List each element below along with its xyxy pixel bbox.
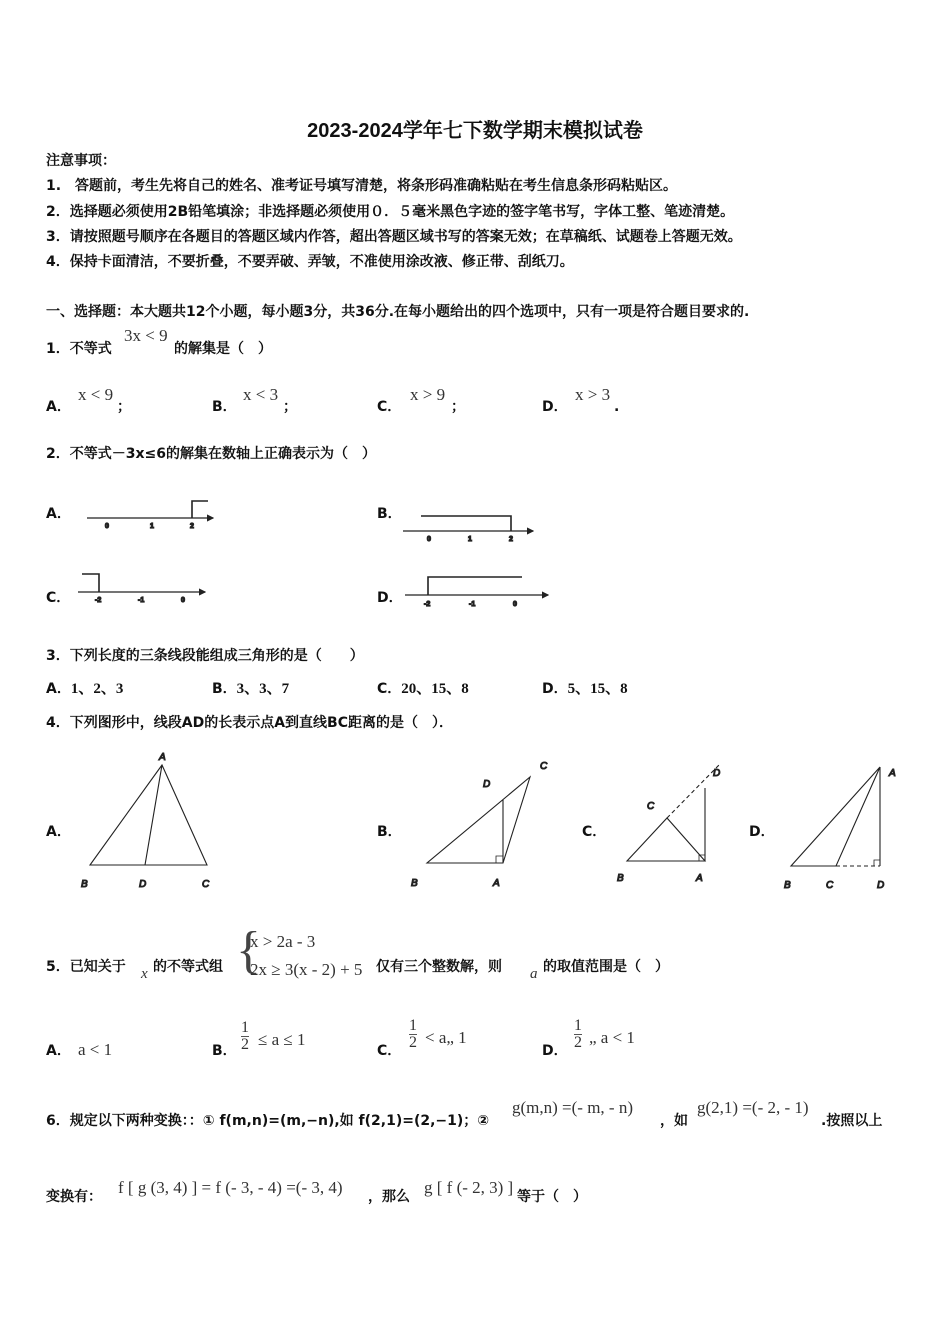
q6-comma: ，如 [660, 1113, 688, 1129]
option-label: C． [377, 681, 402, 697]
point-label: B [81, 879, 88, 890]
triangle-figure-a [81, 752, 210, 890]
q1-option-b-label: B． [212, 399, 237, 415]
tick-label: 0 [105, 523, 109, 530]
q6-example-expression: f [ g (3, 4) ] = f (- 3, - 4) =(- 3, 4) [118, 1178, 343, 1197]
q5-var-x: x [141, 966, 148, 982]
q3-option-d [542, 680, 628, 698]
q6-g-example: g(2,1) =(- 2, - 1) [697, 1098, 809, 1117]
point-label: A [696, 873, 703, 884]
denominator: 2 [241, 1036, 249, 1053]
tick-label: 2 [190, 523, 194, 530]
point-label: B [784, 880, 791, 891]
q1-option-d: x > 3 [575, 385, 611, 404]
tick-label: 0 [181, 597, 185, 604]
q6-line2-end: 等于（ ） [517, 1189, 587, 1205]
q2-text: 2．不等式－3x≤6的解集在数轴上正确表示为（ ） [46, 446, 376, 462]
q2-option-c-label: C． [46, 590, 71, 606]
q4-option-b-label: B． [377, 824, 402, 840]
tick-label: 2 [509, 536, 513, 543]
point-label: A [159, 752, 166, 763]
denominator: 2 [574, 1034, 582, 1051]
q5-var-a: a [530, 966, 538, 982]
q5-option-c-label: C． [377, 1043, 402, 1059]
q3-option-c [377, 680, 469, 698]
point-label: D [483, 779, 491, 790]
point-label: B [617, 873, 624, 884]
option-label: A． [46, 681, 71, 697]
point-label: C [647, 801, 655, 812]
q6-g-definition: g(m,n) =(- m, - n) [512, 1098, 634, 1117]
q5-suffix: 仅有三个整数解，则 [376, 959, 502, 975]
option-text: 20、15、8 [401, 681, 469, 697]
q5-option-d-label: D． [542, 1043, 568, 1059]
fraction-one-half [241, 1020, 249, 1053]
point-label: C [826, 880, 834, 891]
q4-option-d-label: D． [749, 824, 775, 840]
note-item: 2．选择题必须使用2B铅笔填涂；非选择题必须使用０．５毫米黑色字迹的签字笔书写，字体工整、笔迹清楚。 [46, 204, 735, 220]
q3-option-b [212, 680, 289, 698]
point-label: A [889, 768, 896, 779]
q3-option-a [46, 680, 123, 698]
option-label: B． [212, 681, 237, 697]
q1-option-b-end: ； [283, 399, 297, 415]
option-text: 3、3、7 [236, 681, 290, 697]
tick-label: -2 [95, 597, 102, 604]
q5-option-a: a < 1 [78, 1040, 113, 1059]
point-label: D [713, 768, 721, 779]
tick-label: -1 [469, 601, 476, 608]
q4-option-a-label: A． [46, 824, 71, 840]
point-label: C [202, 879, 210, 890]
q2-option-b-label: B． [377, 506, 402, 522]
q1-option-b: x < 3 [243, 385, 279, 404]
q6-after: .按照以上 [821, 1113, 883, 1129]
q6-prefix: 6．规定以下两种变换：：① f(m,n)=(m,−n),如 f(2,1)=(2,−1)；② [46, 1113, 490, 1129]
q5-option-b-label: B． [212, 1043, 237, 1059]
q2-option-d-label: D． [377, 590, 403, 606]
tick-label: 1 [150, 523, 154, 530]
numerator: 1 [409, 1017, 417, 1034]
triangle-figure-c [617, 764, 720, 884]
tick-label: -1 [138, 597, 145, 604]
tick-label: 1 [468, 536, 472, 543]
q1-option-c-label: C． [377, 399, 402, 415]
number-line-a [87, 501, 213, 530]
q1-option-c: x > 9 [410, 385, 446, 404]
note-item: 3．请按照题号顺序在各题目的答题区域内作答，超出答题区域书写的答案无效；在草稿纸、试题卷上答题无效。 [46, 229, 742, 245]
number-line-b [403, 516, 533, 543]
q2-option-a-label: A． [46, 506, 71, 522]
q1-option-a: x < 9 [78, 385, 114, 404]
q5-mid: 的不等式组 [153, 959, 223, 975]
tick-label: 0 [513, 601, 517, 608]
q5-option-d: „ a < 1 [589, 1028, 635, 1047]
numerator: 1 [241, 1019, 249, 1036]
page-title: 2023-2024学年七下数学期末模拟试卷 [307, 120, 643, 142]
number-line-c [78, 574, 205, 604]
option-label: D． [542, 681, 568, 697]
q1-option-d-end: . [614, 399, 620, 415]
triangle-figure-d [784, 767, 896, 891]
tick-label: -2 [424, 601, 431, 608]
q5-end: 的取值范围是（ ） [543, 959, 669, 975]
fraction-one-half [409, 1018, 417, 1051]
section-heading: 一、选择题：本大题共12个小题，每小题3分，共36分.在每小题给出的四个选项中，只有一项是符合题目要求的. [46, 304, 750, 320]
point-label: D [139, 879, 147, 890]
note-item: 1. 答题前，考生先将自己的姓名、准考证号填写清楚，将条形码准确粘贴在考生信息条形码粘贴区。 [46, 178, 678, 194]
q1-suffix: 的解集是（ ） [174, 341, 272, 357]
q1-option-a-end: ； [117, 399, 131, 415]
q1-option-c-end: ； [451, 399, 465, 415]
q4-text: 4．下列图形中，线段AD的长表示点A到直线BC距离的是（ ）． [46, 715, 453, 731]
q5-option-b: ≤ a ≤ 1 [258, 1030, 306, 1049]
point-label: C [540, 761, 548, 772]
tick-label: 0 [427, 536, 431, 543]
point-label: A [493, 878, 500, 889]
denominator: 2 [409, 1034, 417, 1051]
q6-line2-prefix: 变换有： [46, 1189, 102, 1205]
note-item: 4．保持卡面清洁，不要折叠，不要弄破、弄皱，不准使用涂改液、修正带、刮纸刀。 [46, 254, 574, 270]
q5-option-c: < a„ 1 [425, 1028, 467, 1047]
fraction-one-half [574, 1018, 582, 1051]
q1-option-a-label: A． [46, 399, 71, 415]
q1-option-d-label: D． [542, 399, 568, 415]
option-text: 1、2、3 [70, 681, 124, 697]
q5-inequality-2: 2x ≥ 3(x - 2) + 5 [250, 960, 363, 979]
option-text: 5、15、8 [567, 681, 628, 697]
q5-option-a-label: A． [46, 1043, 71, 1059]
q4-option-c-label: C． [582, 824, 607, 840]
point-label: B [411, 878, 418, 889]
triangle-figure-b [411, 761, 548, 889]
q5-inequality-1: x > 2a - 3 [250, 932, 316, 951]
q1-prefix: 1．不等式 [46, 341, 112, 357]
system-brace: { [236, 922, 261, 979]
q6-line2-mid: ，那么 [368, 1189, 410, 1205]
q3-text: 3．下列长度的三条线段能组成三角形的是（ ） [46, 648, 364, 664]
numerator: 1 [574, 1017, 582, 1034]
q1-math: 3x < 9 [124, 326, 168, 345]
q5-prefix: 5．已知关于 [46, 959, 126, 975]
notes-heading: 注意事项： [46, 153, 116, 169]
point-label: D [877, 880, 885, 891]
number-line-d [405, 577, 548, 608]
q6-question-expression: g [ f (- 2, 3) ] [424, 1178, 514, 1197]
